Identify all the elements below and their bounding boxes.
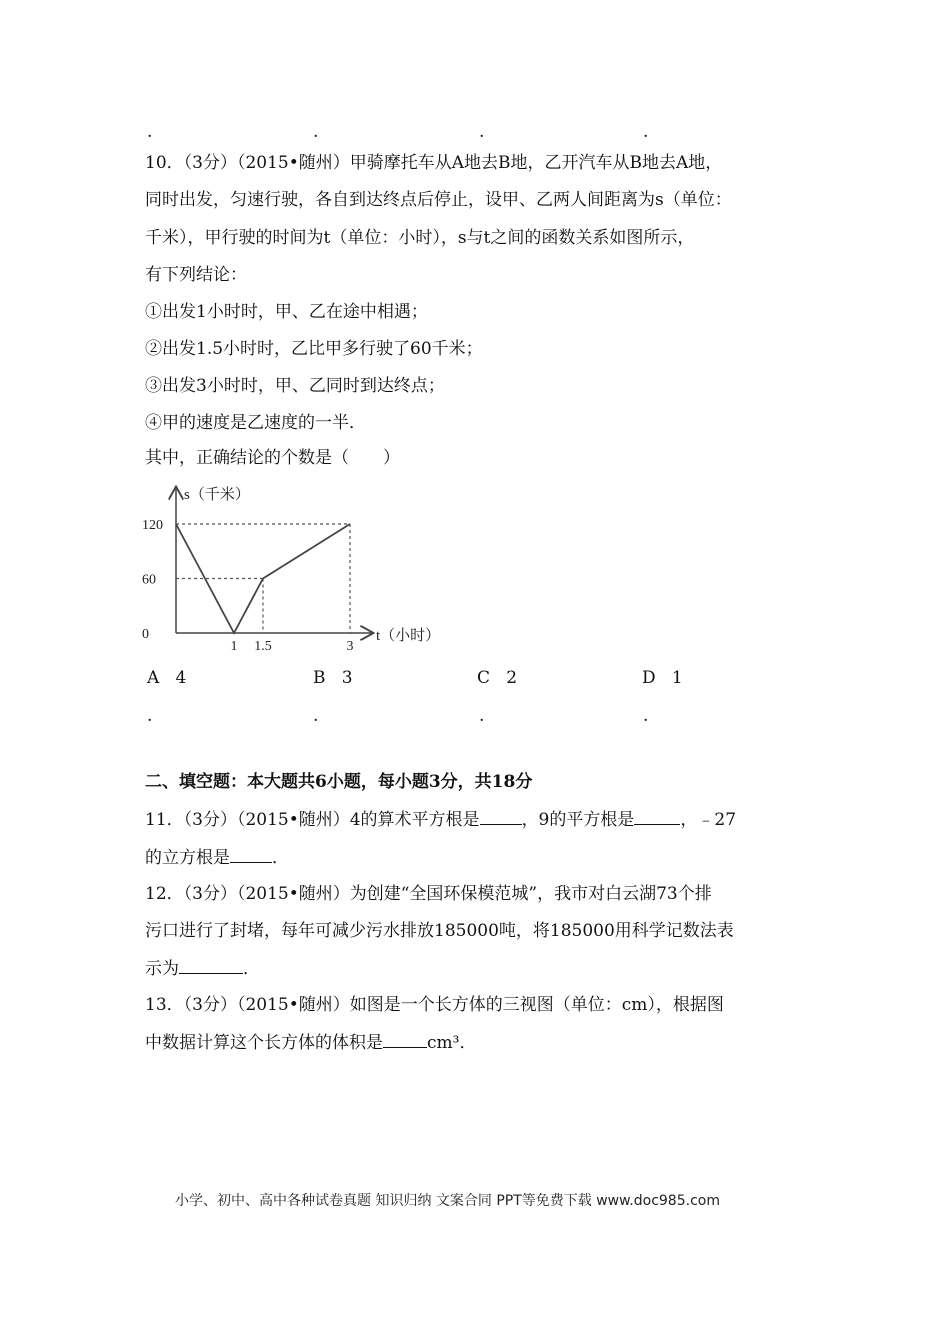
x-axis-label: t（小时） (376, 628, 441, 644)
q12-line3 (145, 957, 260, 980)
q12-text-d: ． (243, 959, 260, 979)
y-tick-label: 120 (142, 518, 163, 533)
option-value: 3 (341, 668, 353, 688)
answer-blank[interactable] (480, 808, 522, 825)
q11-text-c: ，﹣27 (680, 810, 737, 830)
dot: . (147, 122, 153, 142)
answer-blank[interactable] (383, 1031, 427, 1048)
q13-text-c: cm³． (427, 1033, 477, 1053)
y-axis-label: s（千米） (184, 487, 250, 503)
option-value: 1 (671, 668, 683, 688)
answer-blank[interactable] (230, 846, 272, 863)
x-tick-label: 1 (230, 639, 238, 654)
dot: . (313, 122, 319, 142)
option-letter: B (313, 668, 326, 688)
dot: . (313, 706, 319, 726)
q10-line1: 10．（3分）（2015•随州）甲骑摩托车从A地去B地，乙开汽车从B地去A地， (145, 153, 723, 173)
option-letter: D (642, 668, 656, 688)
q11-text-b: ，9的平方根是 (521, 810, 635, 830)
y-tick-label: 0 (142, 627, 149, 642)
answer-blank[interactable] (634, 808, 680, 825)
answer-blank[interactable] (179, 957, 243, 974)
distance-time-graph (140, 478, 460, 654)
dot: . (643, 706, 649, 726)
q10-conclusion-3: ③出发3小时时，甲、乙同时到达终点； (145, 376, 445, 396)
q11-line1 (145, 808, 736, 831)
option-d[interactable] (642, 668, 683, 688)
dot: . (479, 122, 485, 142)
q11-text-d: 的立方根是 (145, 848, 230, 868)
q13-line1: 13．（3分）（2015•随州）如图是一个长方体的三视图（单位：cm），根据图 (145, 995, 724, 1015)
option-value: 4 (175, 668, 187, 688)
dot: . (147, 706, 153, 726)
q13-text-b: 中数据计算这个长方体的体积是 (145, 1033, 383, 1053)
q10-line4: 有下列结论： (145, 265, 247, 285)
q10-question: 其中，正确结论的个数是（ ） (145, 448, 400, 468)
q10-conclusion-4: ④甲的速度是乙速度的一半． (145, 413, 366, 433)
q11-text-a: 11．（3分）（2015•随州）4的算术平方根是 (145, 810, 480, 830)
option-a[interactable] (147, 668, 186, 688)
q13-line2 (145, 1031, 476, 1054)
q10-line3: 千米），甲行驶的时间为t（单位：小时），s与t之间的函数关系如图所示， (145, 228, 695, 248)
q12-line1: 12．（3分）（2015•随州）为创建“全国环保模范城”，我市对白云湖73个排 (145, 884, 712, 904)
q11-text-e: ． (272, 848, 289, 868)
section-heading: 二、填空题：本大题共6小题，每小题3分，共18分 (145, 772, 533, 792)
dot: . (479, 706, 485, 726)
q12-text-c: 示为 (145, 959, 179, 979)
y-tick-label: 60 (142, 572, 156, 588)
option-value: 2 (506, 668, 518, 688)
q10-conclusion-2: ②出发1.5小时时，乙比甲多行驶了60千米； (145, 339, 483, 359)
q11-line2 (145, 846, 289, 869)
footer-text: 小学、初中、高中各种试卷真题 知识归纳 文案合同 PPT等免费下载 www.doc985.com (175, 1193, 720, 1209)
q10-line2: 同时出发，匀速行驶，各自到达终点后停止，设甲、乙两人间距离为s（单位： (145, 190, 732, 210)
option-letter: C (477, 668, 491, 688)
option-letter: A (147, 668, 160, 688)
option-b[interactable] (313, 668, 353, 688)
dot: . (643, 122, 649, 142)
x-tick-label: 1.5 (254, 639, 272, 654)
q12-line2: 污口进行了封堵，每年可减少污水排放185000吨，将185000用科学记数法表 (145, 921, 734, 941)
q10-conclusion-1: ①出发1小时时，甲、乙在途中相遇； (145, 302, 428, 322)
option-c[interactable] (477, 668, 517, 688)
x-tick-label: 3 (346, 639, 354, 654)
